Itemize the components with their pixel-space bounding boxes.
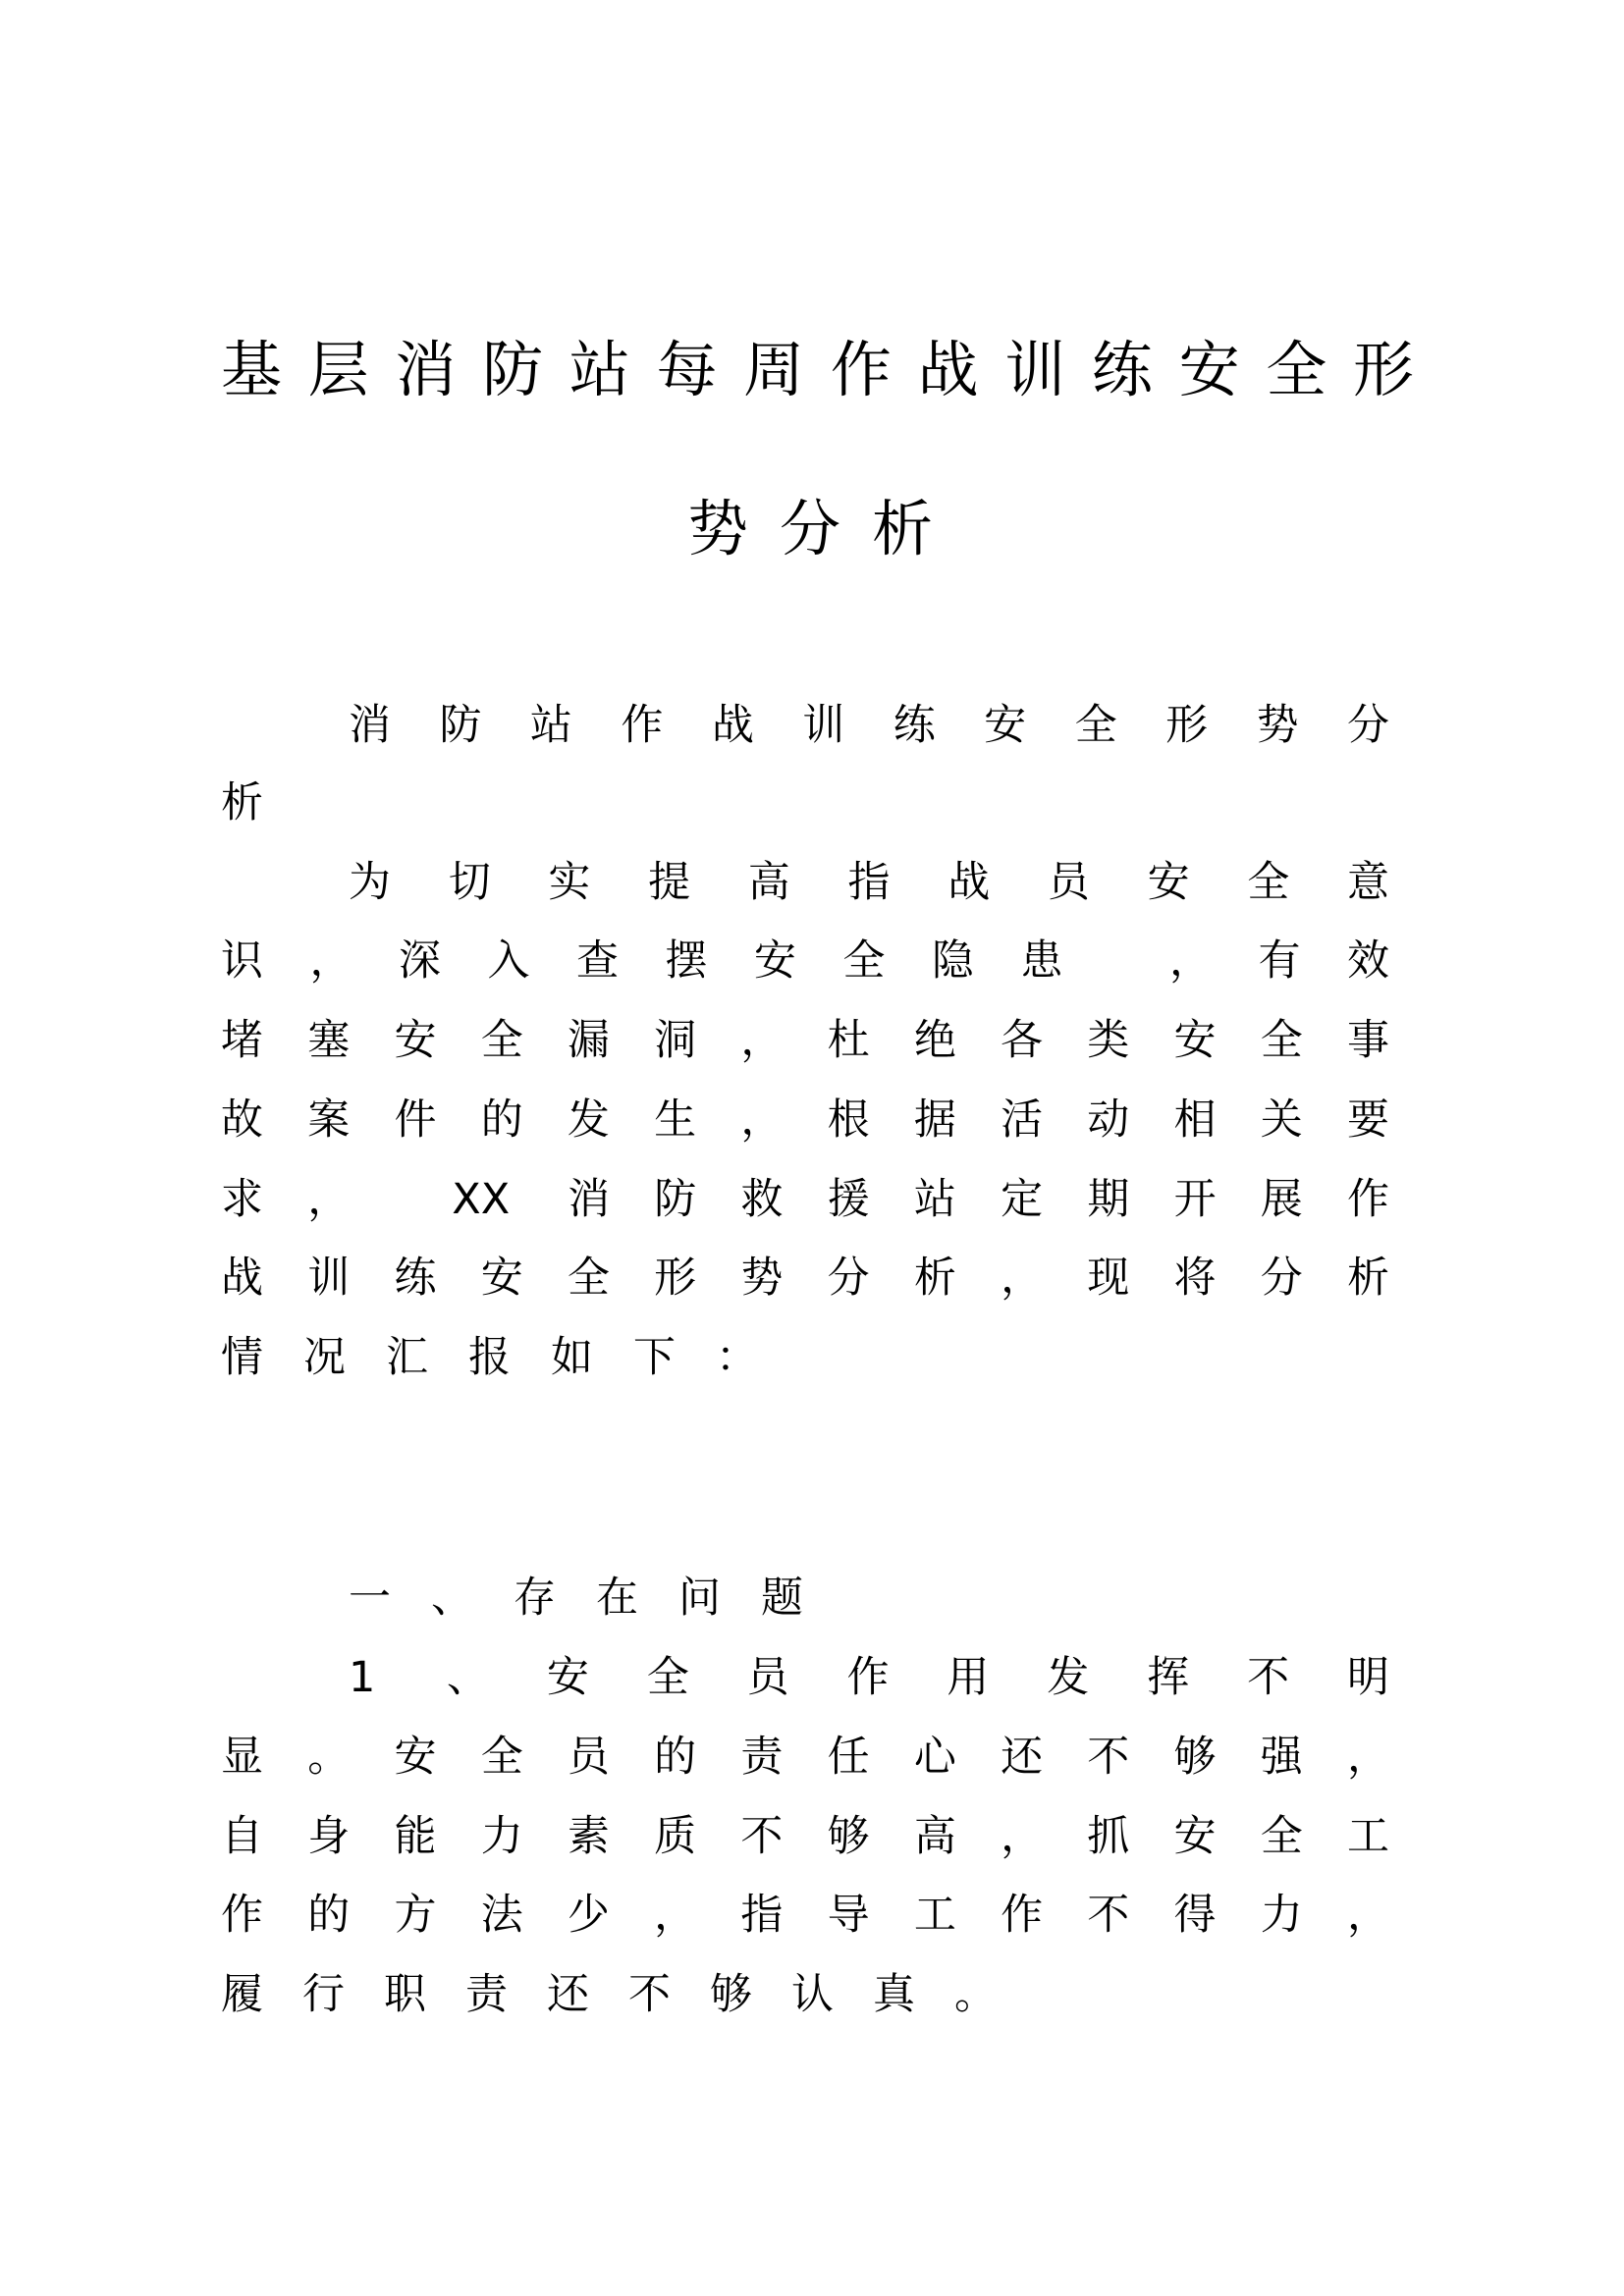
item1-line-4: 作的方法少，指导工作不得力， bbox=[221, 1891, 1389, 1940]
intro-line-7: 情况汇报如下： bbox=[221, 1333, 798, 1382]
intro-line-4: 故案件的发生，根据活动相关要 bbox=[221, 1095, 1389, 1145]
item1-line-3: 自身能力素质不够高，抓安全工 bbox=[221, 1812, 1389, 1861]
intro-line-6: 战训练安全形势分析，现将分析 bbox=[221, 1254, 1389, 1303]
intro-line-5: 求， XX 消防救援站定期开展作 bbox=[221, 1175, 1389, 1224]
section-heading: 一、存在问题 bbox=[349, 1574, 843, 1623]
document-title-line-2: 势分析 bbox=[687, 493, 933, 564]
document-title-line-1: 基层消防站每周作战训练安全形 bbox=[221, 334, 1414, 405]
intro-line-1: 为切实提高指战员安全意 bbox=[349, 858, 1389, 907]
subtitle-line-1: 消防站作战训练安全形势分 bbox=[349, 701, 1389, 750]
item1-line-5: 履行职责还不够认真。 bbox=[221, 1970, 1036, 2019]
item1-line-2: 显。安全员的责任心还不够强， bbox=[221, 1733, 1389, 1782]
intro-line-3: 堵塞安全漏洞，杜绝各类安全事 bbox=[221, 1016, 1389, 1065]
intro-line-2: 识，深入查摆安全隐患 ，有效 bbox=[221, 936, 1389, 986]
item1-line-1: 1 、安全员作用发挥不明 bbox=[349, 1653, 1389, 1702]
subtitle-line-2: 析 bbox=[221, 778, 263, 828]
